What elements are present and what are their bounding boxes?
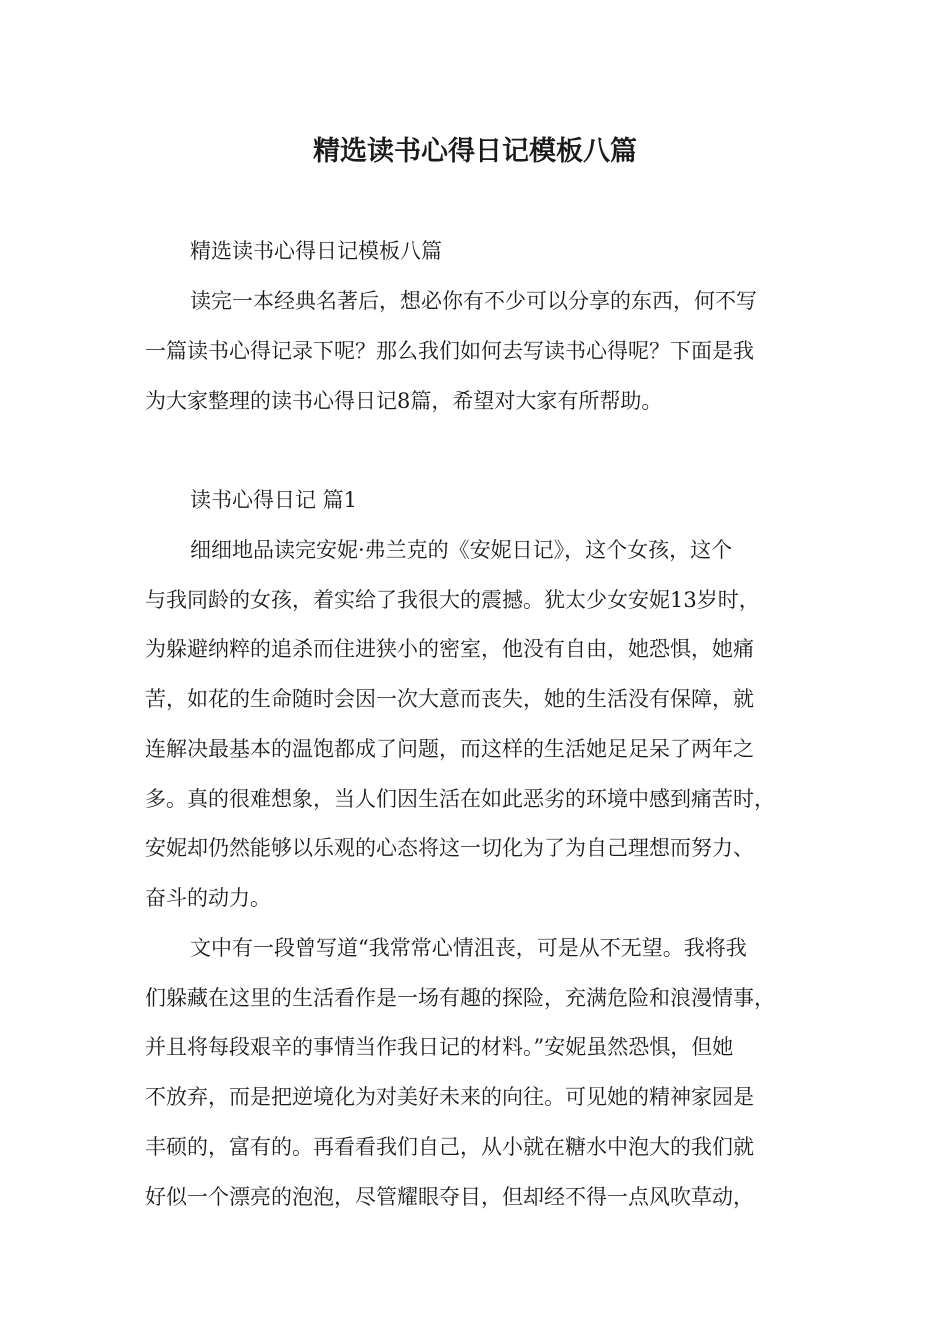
document-subtitle: 精选读书心得日记模板八篇 — [190, 239, 442, 263]
paragraph-line: 为躲避纳粹的追杀而住进狭小的密室，他没有自由，她恐惧，她痛 — [145, 637, 754, 661]
paragraph-line: 们躲藏在这里的生活看作是一场有趣的探险，充满危险和浪漫情事， — [145, 986, 775, 1010]
paragraph-line: 与我同龄的女孩，着实给了我很大的震撼。犹太少女安妮13岁时， — [145, 588, 760, 612]
paragraph-line: 安妮却仍然能够以乐观的心态将这一切化为了为自己理想而努力、 — [145, 836, 754, 860]
paragraph-line: 多。真的很难想象，当人们因生活在如此恶劣的环境中感到痛苦时， — [145, 787, 775, 811]
intro-line: 一篇读书心得记录下呢？那么我们如何去写读书心得呢？下面是我 — [145, 339, 754, 363]
paragraph-line: 连解决最基本的温饱都成了问题，而这样的生活她足足呆了两年之 — [145, 737, 754, 761]
paragraph-line: 细细地品读完安妮·弗兰克的《安妮日记》，这个女孩，这个 — [190, 538, 733, 562]
document-title: 精选读书心得日记模板八篇 — [313, 136, 637, 167]
intro-line: 读完一本经典名著后，想必你有不少可以分享的东西，何不写 — [190, 289, 757, 313]
paragraph-line: 苦，如花的生命随时会因一次大意而丧失，她的生活没有保障，就 — [145, 687, 754, 711]
paragraph-line: 好似一个漂亮的泡泡，尽管耀眼夺目，但却经不得一点风吹草动， — [145, 1185, 754, 1209]
paragraph-line: 文中有一段曾写道“我常常心情沮丧，可是从不无望。我将我 — [190, 936, 747, 960]
paragraph-line: 不放弃，而是把逆境化为对美好未来的向往。可见她的精神家园是 — [145, 1085, 754, 1109]
section-heading: 读书心得日记 篇1 — [190, 488, 358, 512]
intro-line: 为大家整理的读书心得日记8篇，希望对大家有所帮助。 — [145, 389, 663, 413]
paragraph-line: 并且将每段艰辛的事情当作我日记的材料。”安妮虽然恐惧，但她 — [145, 1035, 734, 1059]
paragraph-line: 奋斗的动力。 — [145, 886, 271, 910]
paragraph-line: 丰硕的，富有的。再看看我们自己，从小就在糖水中泡大的我们就 — [145, 1135, 754, 1159]
